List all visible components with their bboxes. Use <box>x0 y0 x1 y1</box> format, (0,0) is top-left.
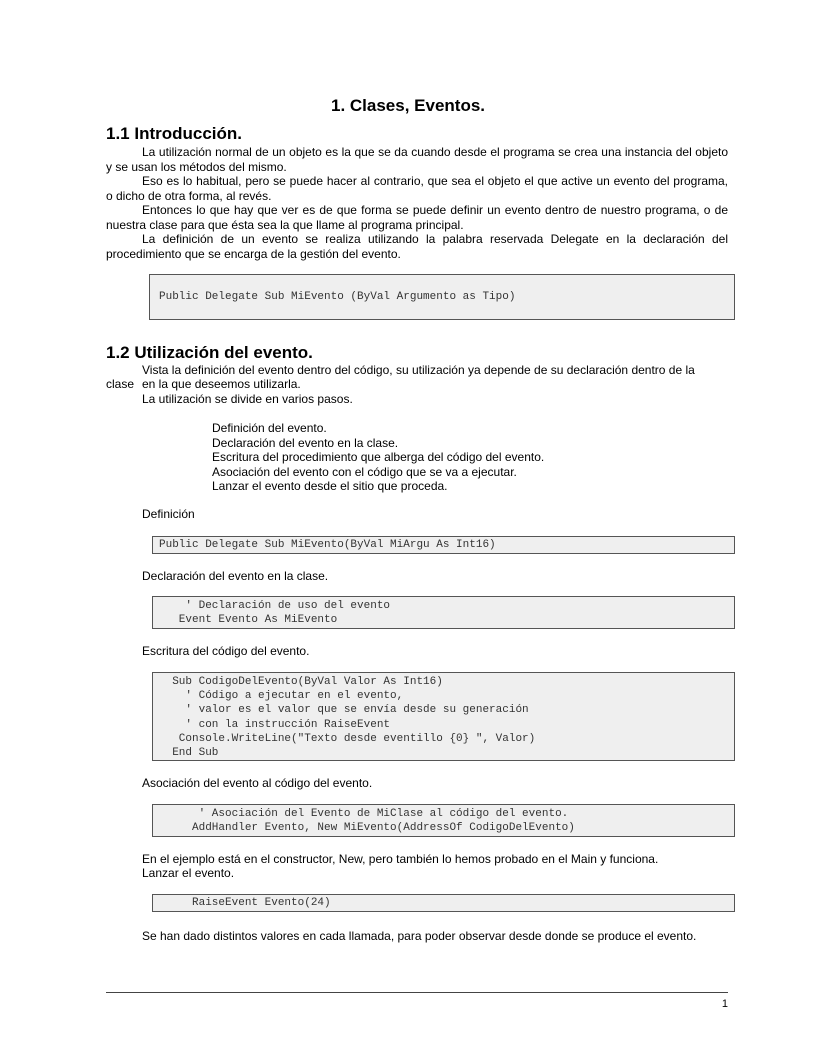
label-lanzar: Lanzar el evento. <box>142 866 235 880</box>
list-item: Lanzar el evento desde el sitio que proceda. <box>212 479 448 493</box>
list-item: Asociación del evento con el código que se va a ejecutar. <box>212 464 517 479</box>
list-item: Escritura del procedimiento que alberga del código del evento. <box>212 450 545 464</box>
paragraph: La definición de un evento se realiza utilizando la palabra reservada Delegate en la declaración del procedimiento que se encarga de la gestión del evento. <box>106 232 728 261</box>
page-title: 1. Clases, Eventos. <box>330 96 486 115</box>
label-escritura: Escritura del código del evento. <box>142 644 310 658</box>
page-number: 1 <box>721 998 728 1010</box>
code-block-delegate: Public Delegate Sub MiEvento (ByVal Argumento as Tipo) <box>149 274 735 320</box>
label-declaracion: Declaración del evento en la clase. <box>142 569 329 583</box>
paragraph-fragment: clase <box>106 377 135 391</box>
list-item: Declaración del evento en la clase. <box>212 435 399 450</box>
paragraph: La utilización se divide en varios pasos. <box>142 392 353 406</box>
paragraph: La utilización normal de un objeto es la que se da cuando desde el programa se crea una instancia del objeto y se usan los métodos del mismo. <box>106 145 728 174</box>
label-asociacion: Asociación del evento al código del evento. <box>142 776 373 790</box>
paragraph: Eso es lo habitual, pero se puede hacer al contrario, que sea el objeto el que active un evento del programa, o dicho de otra forma, al revés. <box>106 174 728 203</box>
section-heading-utilizacion: 1.2 Utilización del evento. <box>106 343 313 362</box>
paragraph: Vista la definición del evento dentro del código, su utilización ya depende de su declaración dentro de la <box>142 363 695 377</box>
steps-list <box>212 421 544 494</box>
code-block-raise: RaiseEvent Evento(24) <box>152 894 735 912</box>
section-heading-introduccion: 1.1 Introducción. <box>106 124 243 143</box>
label-definicion: Definición <box>142 507 195 521</box>
note-constructor: En el ejemplo está en el constructor, New, pero también lo hemos probado en el Main y funciona. <box>142 852 659 866</box>
list-item: Definición del evento. <box>212 421 327 435</box>
code-block-definicion: Public Delegate Sub MiEvento(ByVal MiArgu As Int16) <box>152 536 735 554</box>
paragraph-fragment: en la que deseemos utilizarla. <box>142 377 301 391</box>
paragraph: Entonces lo que hay que ver es de que forma se puede definir un evento dentro de nuestro programa, o de nuestra clase para que ésta sea la que llame al programa principal. <box>106 203 728 232</box>
closing-paragraph: Se han dado distintos valores en cada llamada, para poder observar desde donde se produce el evento. <box>142 929 697 943</box>
code-block-asociacion: ' Asociación del Evento de MiClase al código del evento. AddHandler Evento, New MiEvento(AddressOf CodigoDelEvento) <box>152 804 735 837</box>
code-block-declaracion: ' Declaración de uso del evento Event Evento As MiEvento <box>152 596 735 629</box>
code-block-escritura: Sub CodigoDelEvento(ByVal Valor As Int16) ' Código a ejecutar en el evento, ' valor es el valor que se envía desde su generación ' con la instrucción RaiseEvent Console.WriteLine("Texto desde eventillo {0} ", Valor) End Sub <box>152 672 735 761</box>
footer-divider <box>106 992 728 993</box>
